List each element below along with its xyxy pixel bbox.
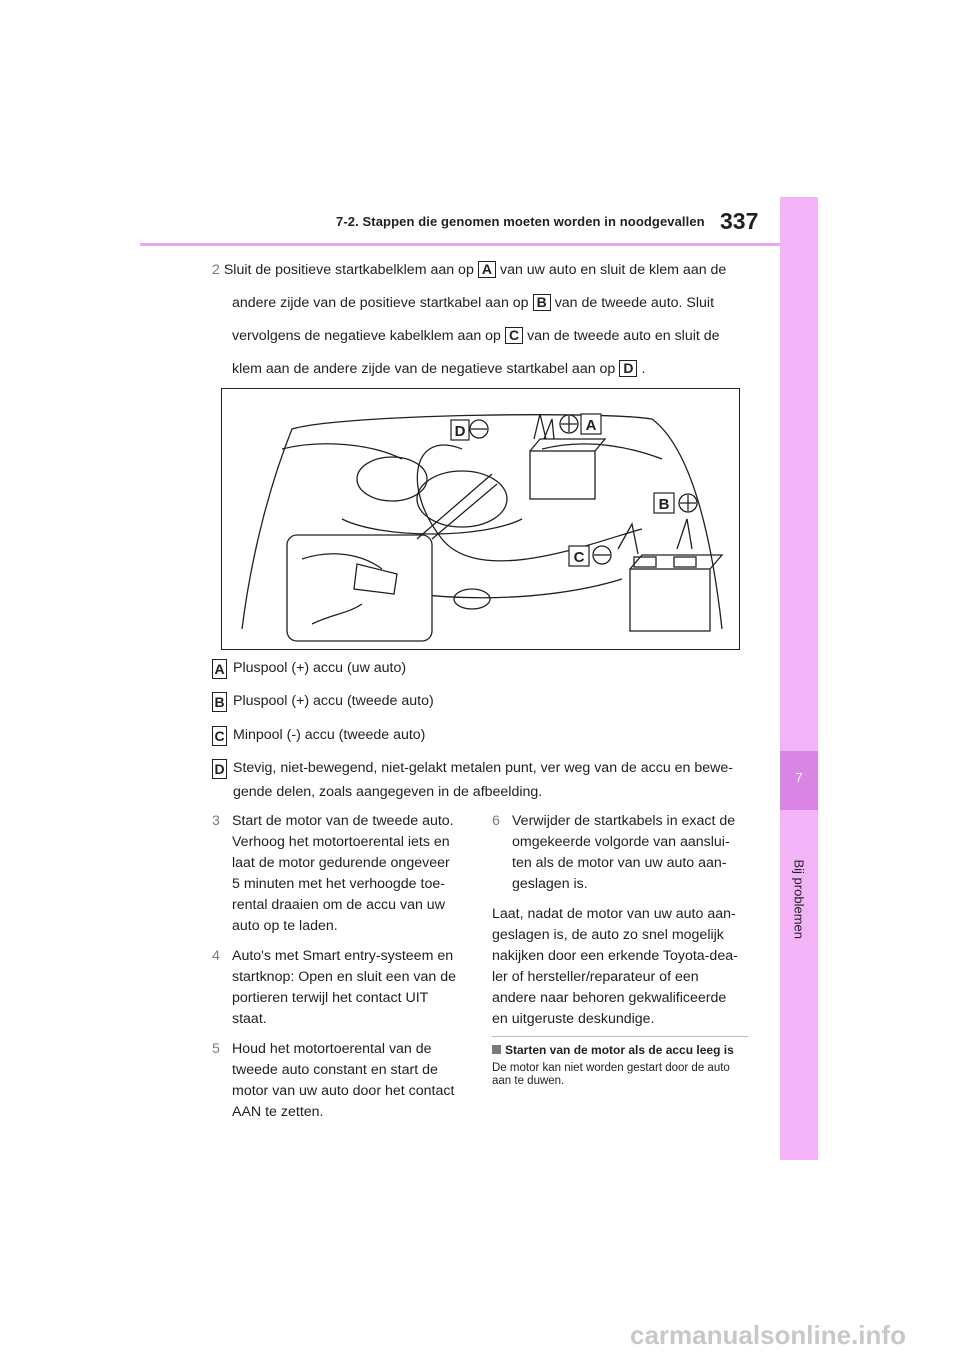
step-text: . bbox=[641, 361, 646, 377]
legend-text-d-2: gende delen, zoals aangegeven in de afbeelding. bbox=[233, 784, 543, 800]
step-3: 3 Start de motor van de tweede auto. Verhoog het motortoerental iets en laat de motor gedurende ongeveer 5 minuten met het verhoogde toe- rental draaien om de accu van uw auto op te laden. bbox=[212, 813, 454, 934]
legend-label-c: C bbox=[212, 726, 227, 746]
step-number: 2 bbox=[212, 262, 220, 278]
label-a: A bbox=[478, 261, 496, 278]
legend-label-a: A bbox=[212, 659, 227, 679]
legend-text-a: Pluspool (+) accu (uw auto) bbox=[233, 660, 407, 676]
note-text: De motor kan niet worden gestart door de auto aan te duwen. bbox=[492, 1062, 730, 1087]
jump-start-illustration bbox=[221, 388, 740, 650]
step-text: andere zijde van de positieve startkabel aan op bbox=[232, 295, 529, 311]
header-divider bbox=[140, 243, 780, 246]
figure-label-a: A bbox=[585, 417, 597, 434]
step-5: 5 Houd het motortoerental van de tweede auto constant en start de motor van uw auto door het contact AAN te zetten. bbox=[212, 1041, 455, 1120]
section-title: 7-2. Stappen die genomen moeten worden in noodgevallen bbox=[336, 214, 705, 229]
label-b: B bbox=[533, 294, 551, 311]
note-heading: Starten van de motor als de accu leeg is bbox=[492, 1043, 734, 1057]
left-column bbox=[212, 811, 467, 1123]
label-d: D bbox=[619, 360, 637, 377]
legend-text-d: Stevig, niet-bewegend, niet-gelakt metalen punt, ver weg van de accu en bewe- bbox=[233, 760, 734, 776]
page-number: 337 bbox=[720, 208, 759, 234]
step-text: van de tweede auto en sluit de bbox=[527, 328, 720, 344]
step-text: van uw auto en sluit de klem aan de bbox=[499, 262, 727, 278]
step-2 bbox=[212, 258, 752, 381]
side-tab bbox=[780, 197, 818, 1160]
watermark: carmanualsonline.info bbox=[630, 1320, 906, 1350]
note-divider bbox=[492, 1036, 748, 1037]
chapter-title: Bij problemen bbox=[791, 859, 807, 939]
legend-label-d: D bbox=[212, 759, 227, 779]
step-text: van de tweede auto. Sluit bbox=[554, 295, 715, 311]
step-4: 4 Auto's met Smart entry-systeem en startknop: Open en sluit een van de portieren terwijl het contact UIT staat. bbox=[212, 948, 456, 1027]
figure-label-b: B bbox=[658, 496, 670, 513]
after-start-paragraph: Laat, nadat de motor van uw auto aan- geslagen is, de auto zo snel mogelijk nakijken door een erkende Toyota-dea- ler of hersteller/reparateur of een andere naar behoren gekwalificeerde en uitgeruste deskundige. bbox=[492, 906, 738, 1027]
legend-text-c: Minpool (-) accu (tweede auto) bbox=[233, 727, 426, 743]
legend-label-b: B bbox=[212, 692, 227, 712]
figure-label-c: C bbox=[573, 549, 585, 566]
legend-text-b: Pluspool (+) accu (tweede auto) bbox=[233, 693, 434, 709]
engine-bay-drawing bbox=[222, 389, 739, 649]
square-bullet-icon bbox=[492, 1045, 501, 1054]
right-column bbox=[492, 811, 752, 1030]
step-6: 6 Verwijder de startkabels in exact de omgekeerde volgorde van aanslui- ten als de motor van uw auto aan- geslagen is. bbox=[492, 813, 736, 892]
step-text: Sluit de positieve startkabelklem aan op bbox=[223, 262, 474, 278]
step-text: klem aan de andere zijde van de negatieve startkabel aan op bbox=[232, 361, 616, 377]
figure-label-d: D bbox=[454, 423, 466, 440]
step-text: vervolgens de negatieve kabelklem aan op bbox=[232, 328, 501, 344]
chapter-number: 7 bbox=[795, 770, 803, 785]
label-c: C bbox=[505, 327, 523, 344]
